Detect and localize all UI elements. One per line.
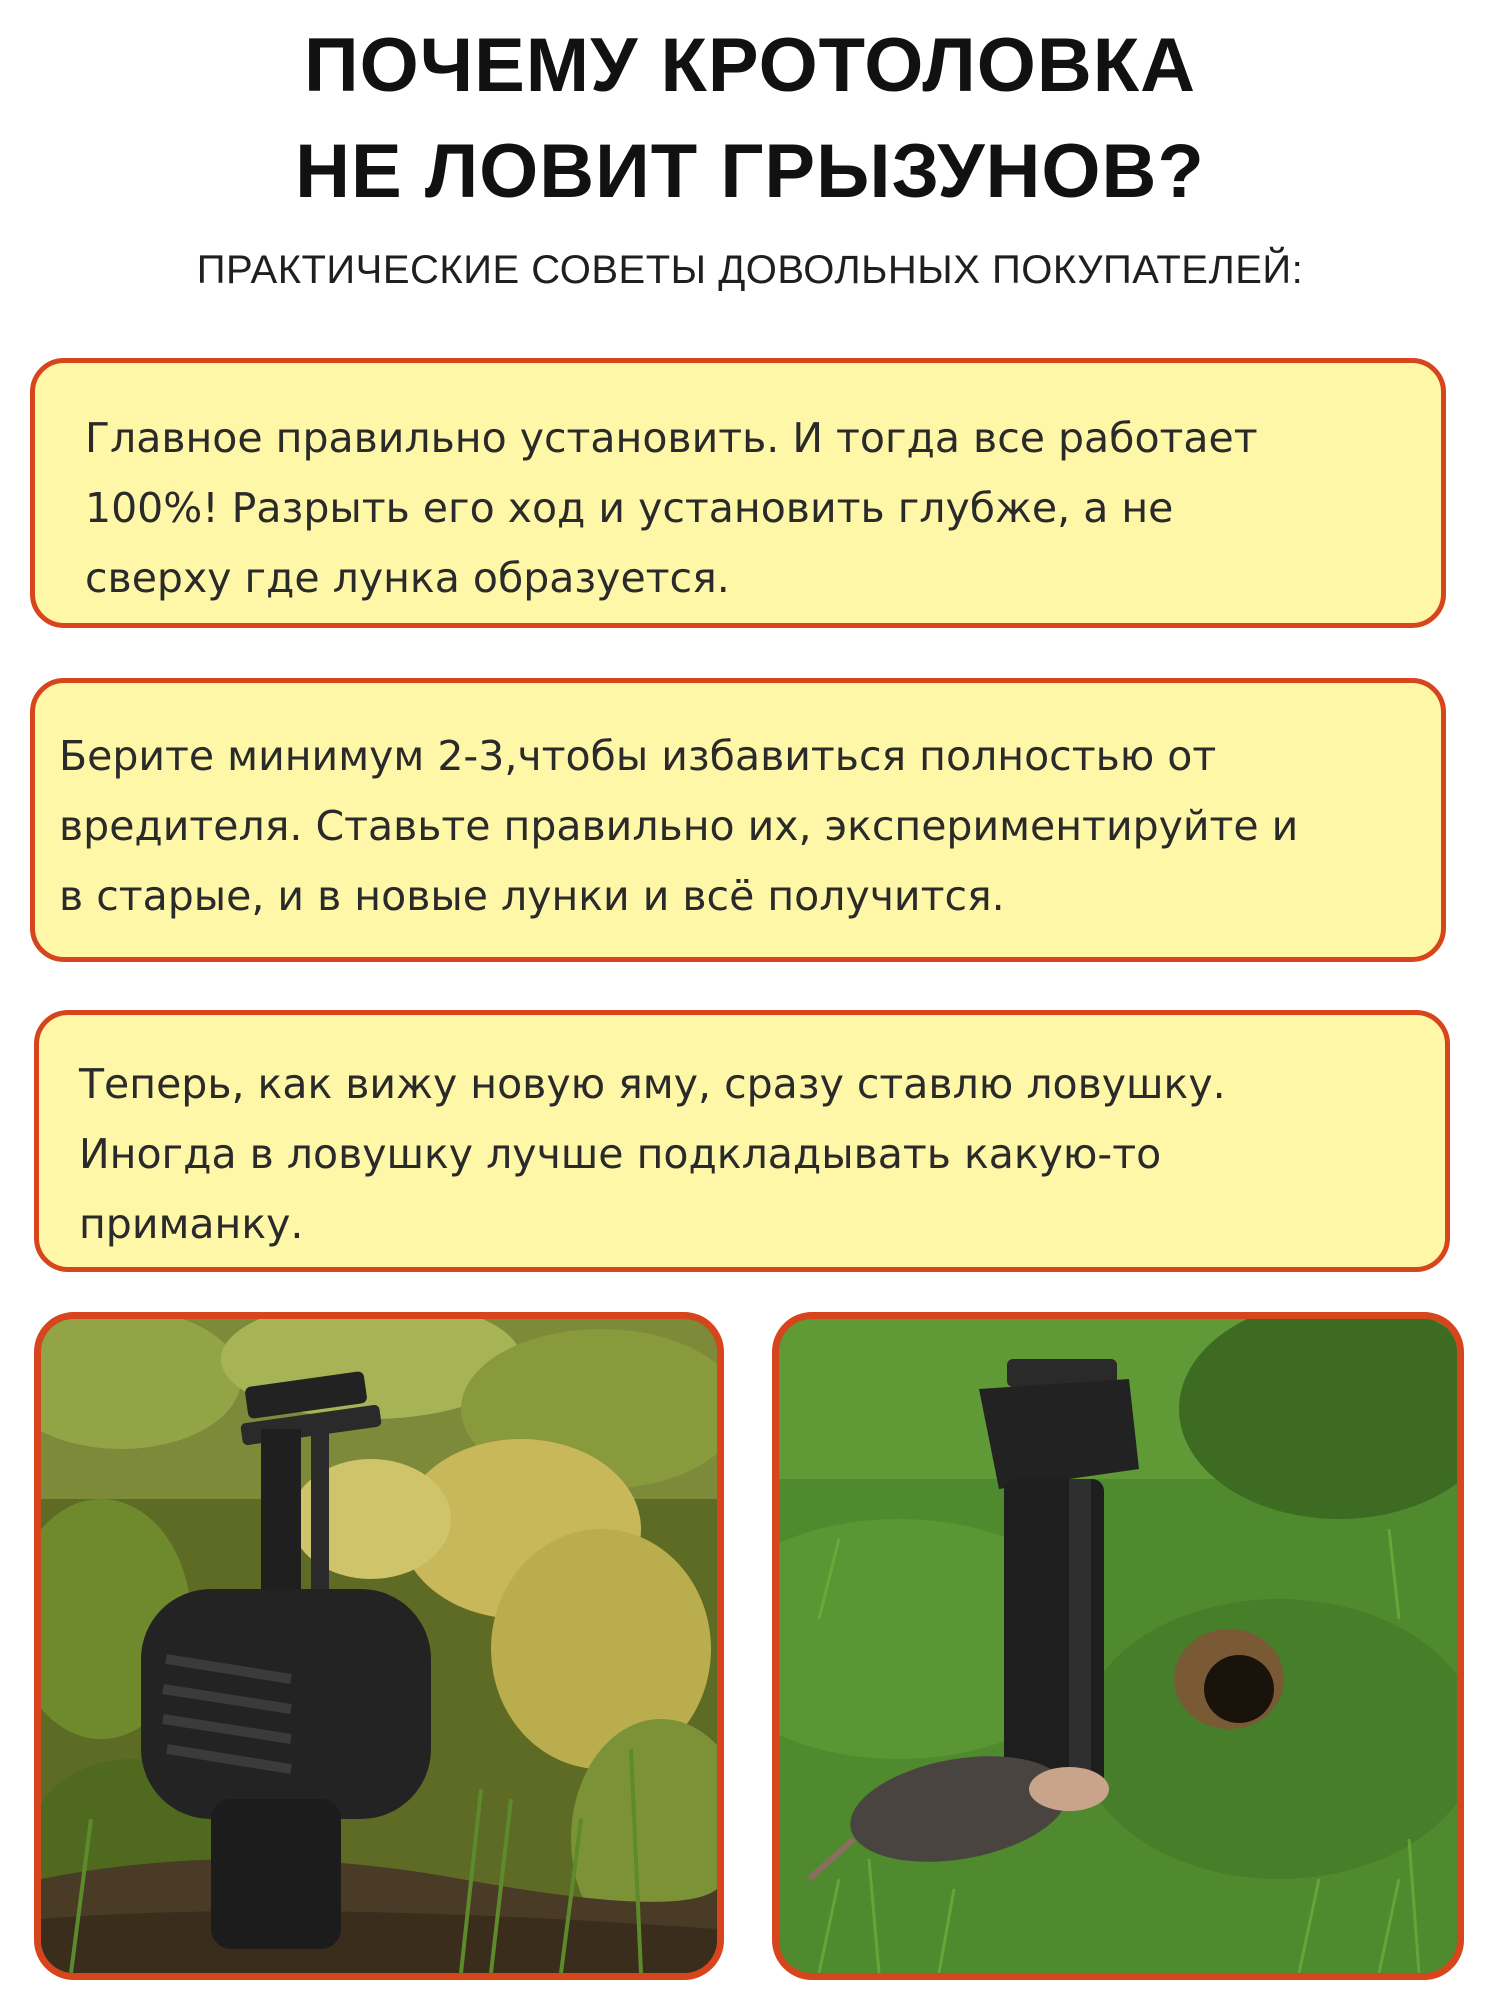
tip-text-1: [85, 403, 1401, 613]
tip-1-line-1: Главное правильно установить. И тогда все работает: [85, 414, 1258, 462]
mole-trap-with-caught-mole-photo-icon: [779, 1319, 1457, 1973]
tip-3-line-2: Иногда в ловушку лучше подкладывать какую-то: [79, 1130, 1162, 1178]
mole-trap-in-garden-photo-icon: [41, 1319, 717, 1973]
tip-1-line-2: 100%! Разрыть его ход и установить глубже, а не: [85, 484, 1174, 532]
tip-text-2: [59, 721, 1401, 931]
page-subtitle: ПРАКТИЧЕСКИЕ СОВЕТЫ ДОВОЛЬНЫХ ПОКУПАТЕЛЕЙ:: [196, 248, 1304, 292]
tip-text-3: [79, 1049, 1405, 1259]
photo-trap-with-mole: [772, 1312, 1464, 1980]
tip-card-2: [30, 678, 1446, 962]
page-title-line-2: НЕ ЛОВИТ ГРЫЗУНОВ?: [295, 129, 1205, 214]
tip-3-line-3: приманку.: [79, 1200, 304, 1248]
page-title-line-1: ПОЧЕМУ КРОТОЛОВКА: [303, 23, 1197, 108]
tip-1-line-3: сверху где лунка образуется.: [85, 554, 730, 602]
tip-card-3: [34, 1010, 1450, 1272]
tip-2-line-1: Берите минимум 2-3,чтобы избавиться полностью от: [59, 732, 1217, 780]
tip-card-1: [30, 358, 1446, 628]
photo-trap-in-garden: [34, 1312, 724, 1980]
tip-2-line-3: в старые, и в новые лунки и всё получится.: [59, 872, 1005, 920]
tip-3-line-1: Теперь, как вижу новую яму, сразу ставлю ловушку.: [79, 1060, 1226, 1108]
tip-2-line-2: вредителя. Ставьте правильно их, экспериментируйте и: [59, 802, 1299, 850]
